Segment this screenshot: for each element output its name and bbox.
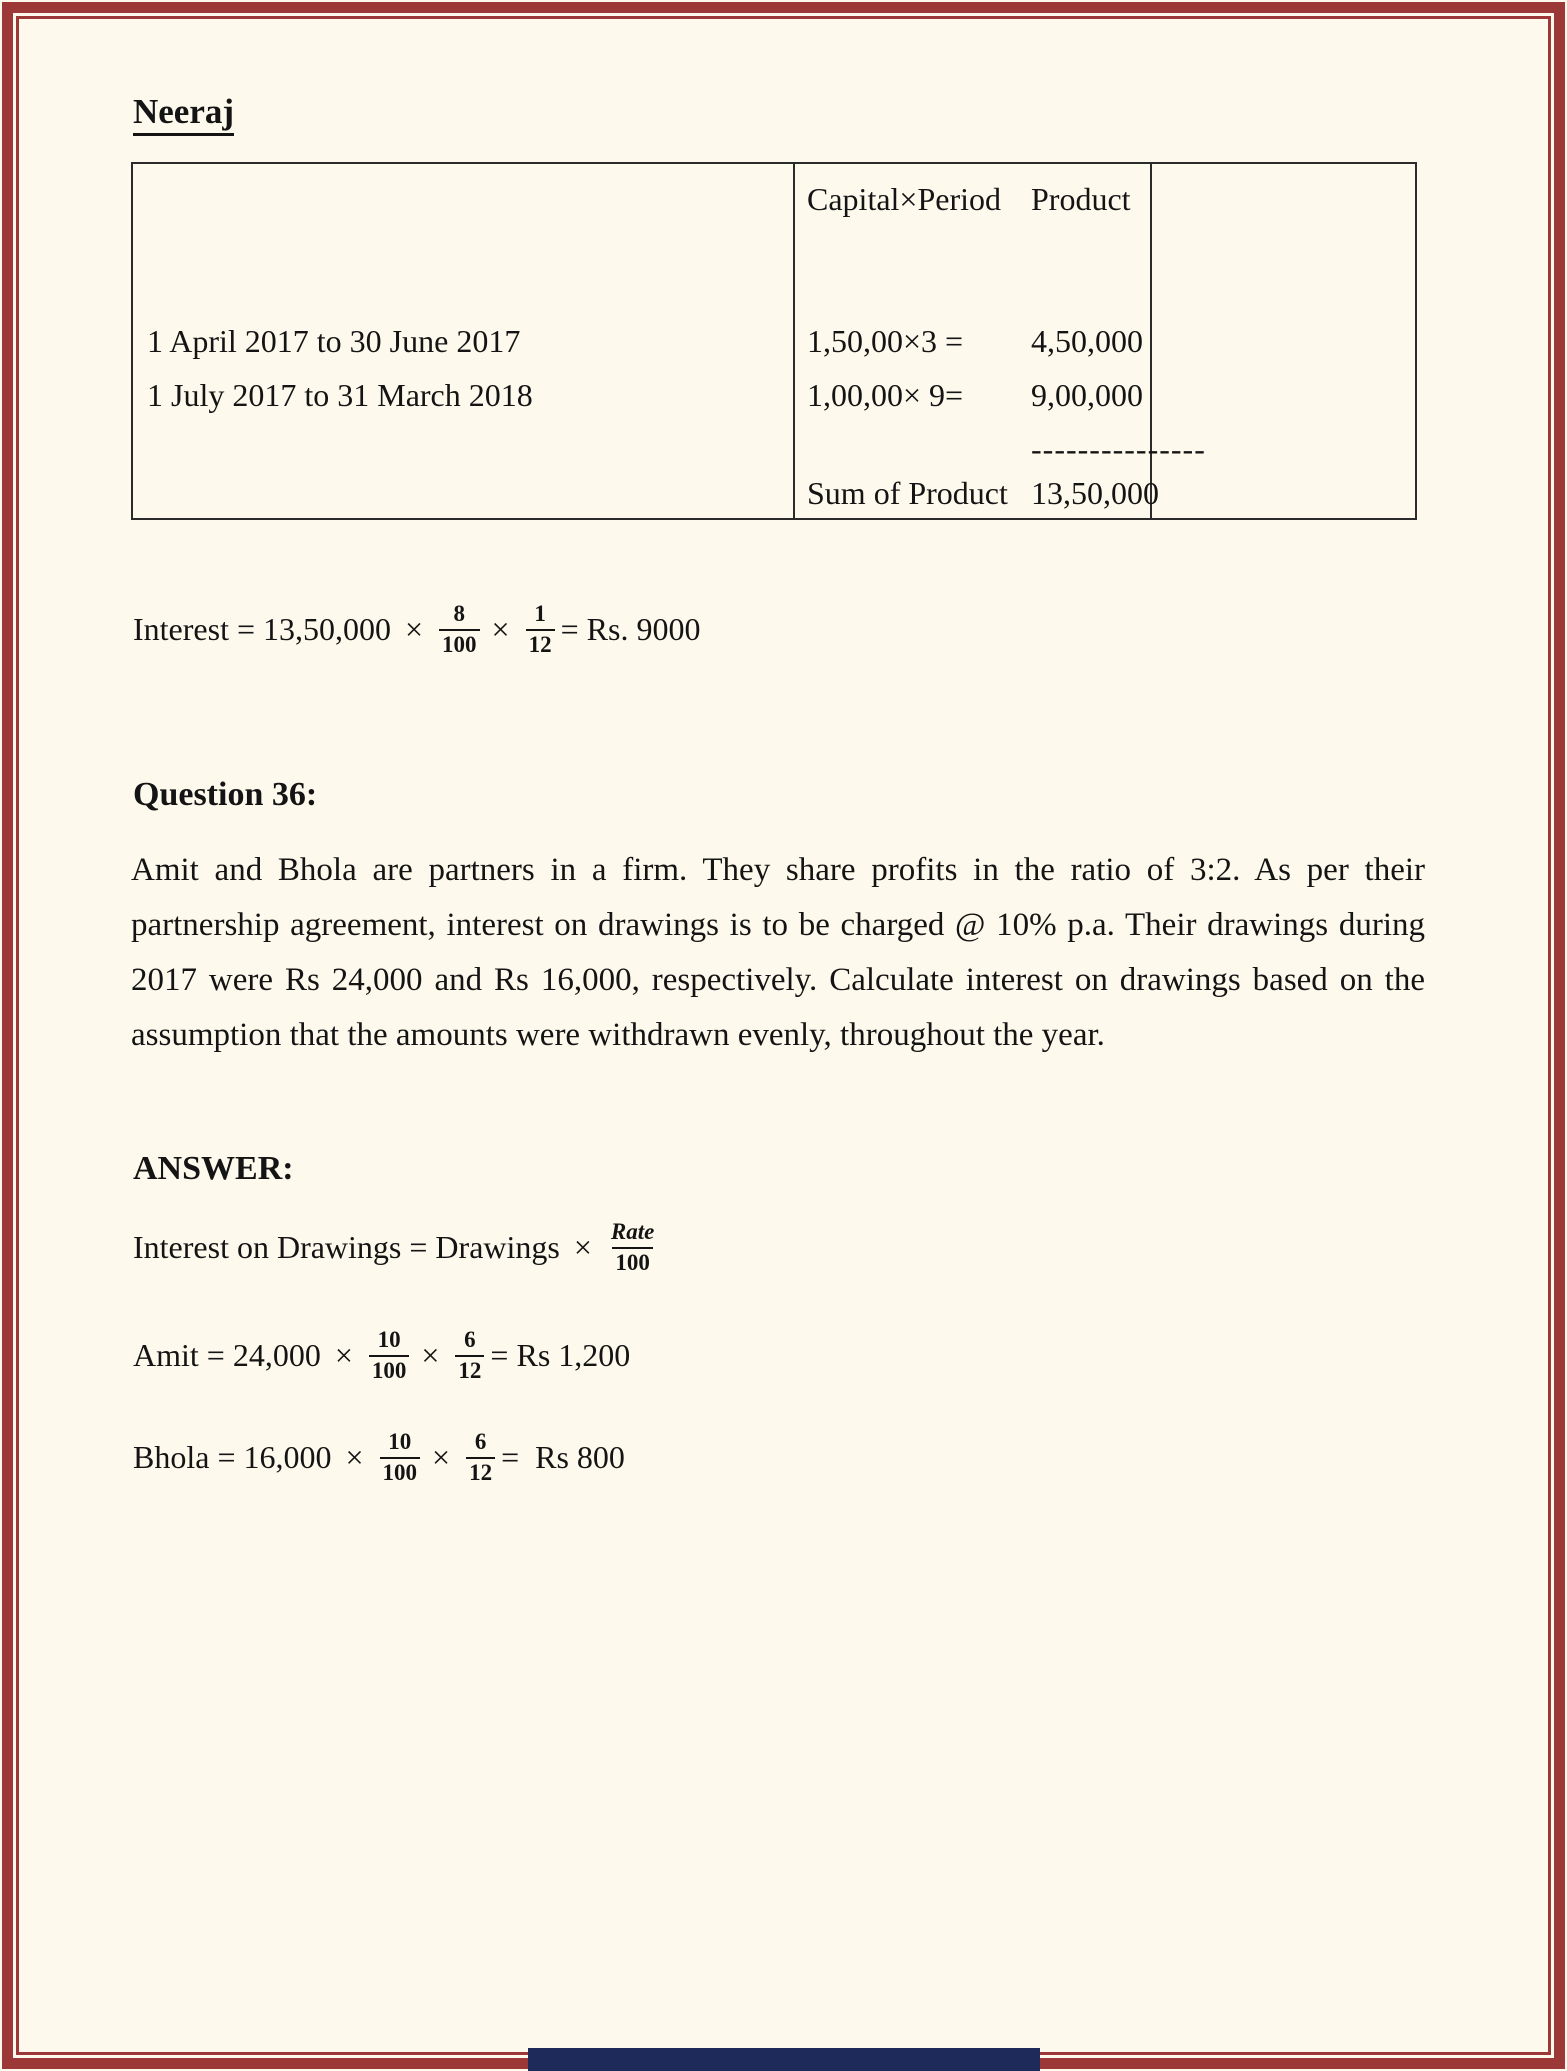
bhola-formula [133,1428,633,1488]
interest-formula-result: = Rs. 9000 [560,611,701,648]
drawings-formula-prefix: Interest on Drawings = Drawings [133,1229,560,1266]
fraction-10-over-100 [369,1326,410,1386]
table-cell-products [1031,314,1206,476]
fraction-10-over-100 [380,1428,421,1488]
table-column-divider-1 [793,164,795,518]
period-row-1: 1 April 2017 to 30 June 2017 [147,323,521,359]
fraction-numerator: 6 [474,1429,487,1454]
table-header-capital-period: Capital×Period [807,181,1002,217]
calculation-table [131,162,1417,520]
answer-heading: ANSWER: [133,1150,294,1187]
fraction-6-over-12 [455,1326,484,1386]
amit-formula [133,1326,638,1386]
bhola-formula-result: = Rs 800 [501,1439,625,1476]
period-row-2: 1 July 2017 to 31 March 2018 [147,377,533,413]
multiplication-sign: × [334,1337,353,1374]
fraction-denominator: 100 [439,629,480,660]
fraction-rate-over-100 [608,1218,657,1278]
author-heading: Neeraj [133,92,234,136]
multiplication-sign: × [345,1439,364,1476]
question-body-paragraph: Amit and Bhola are partners in a firm. They share profits in the ratio of 3:2. As per their partnership agreement, interest on drawings is to be charged @ 10% p.a. Their drawings during 2017 were Rs 24,000 and Rs 16,000, respectively. Calculate interest on drawings based on the assumption that the amounts were withdrawn evenly, throughout the year. [131,852,1425,1053]
table-cell-calculations [807,314,963,422]
table-sum-label: Sum of Product [807,475,1008,511]
question-heading: Question 36: [133,776,318,813]
fraction-numerator: Rate [610,1219,655,1244]
fraction-denominator: 12 [455,1355,484,1386]
fraction-denominator: 12 [526,629,555,660]
fraction-numerator: 8 [453,601,466,626]
fraction-denominator: 100 [369,1355,410,1386]
fraction-numerator: 6 [464,1327,476,1352]
fraction-denominator: 100 [380,1457,421,1488]
amit-formula-prefix: Amit = 24,000 [133,1337,321,1374]
fraction-denominator: 12 [466,1457,495,1488]
table-sum-value: 13,50,000 [1031,475,1159,511]
bhola-formula-prefix: Bhola = 16,000 [133,1439,332,1476]
multiplication-sign: × [405,611,424,648]
fraction-numerator: 10 [388,1429,412,1454]
calc-row-1: 1,50,00×3 = [807,323,964,359]
fraction-1-over-12 [526,600,555,660]
product-row-2: 9,00,000 [1031,377,1143,413]
multiplication-sign: × [432,1439,451,1476]
calc-row-2: 1,00,00× 9= [807,377,964,413]
drawings-formula [133,1218,663,1278]
interest-formula [133,600,708,660]
table-cell-periods [147,314,533,422]
fraction-denominator: 100 [612,1247,653,1278]
fraction-numerator: 10 [377,1327,401,1352]
fraction-8-over-100 [439,600,480,660]
fraction-6-over-12 [466,1428,495,1488]
fraction-numerator: 1 [534,601,546,626]
product-sum-dashes: --------------- [1031,431,1206,467]
amit-formula-result: = Rs 1,200 [490,1337,631,1374]
multiplication-sign: × [491,611,510,648]
interest-formula-prefix: Interest = 13,50,000 [133,611,391,648]
multiplication-sign: × [421,1337,440,1374]
multiplication-sign: × [573,1229,592,1266]
product-row-1: 4,50,000 [1031,323,1143,359]
table-header-product: Product [1031,181,1131,217]
bottom-navy-strip [528,2048,1040,2071]
